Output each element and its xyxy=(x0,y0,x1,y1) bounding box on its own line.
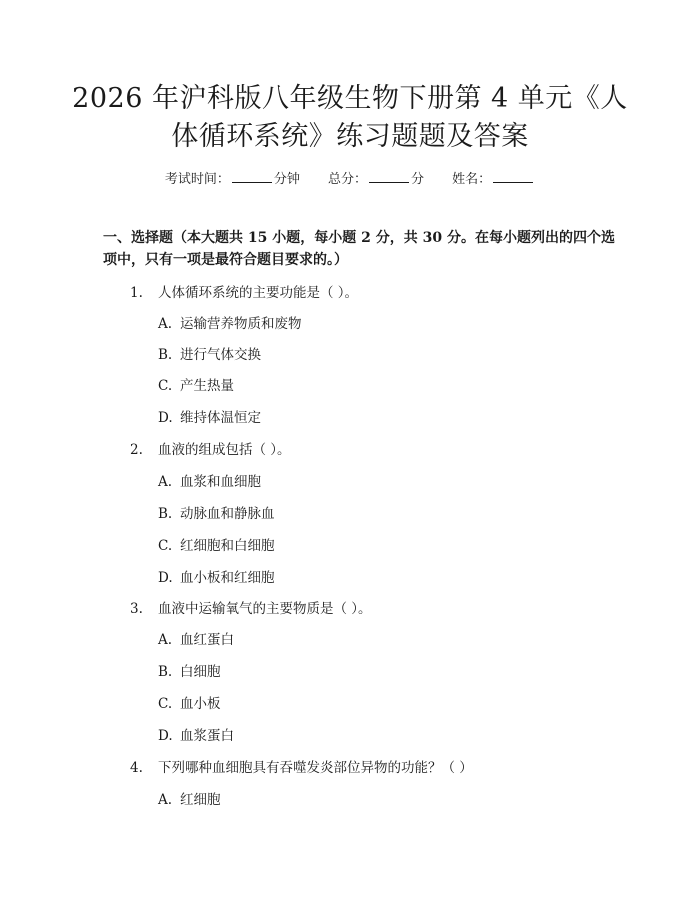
question-1-option-b xyxy=(158,345,261,365)
option-text: 进行气体交换 xyxy=(180,347,261,363)
question-3-option-c xyxy=(158,694,221,714)
option-letter: B. xyxy=(158,664,173,680)
exam-time-blank xyxy=(232,168,272,183)
option-letter: B. xyxy=(158,347,173,363)
student-name-field xyxy=(452,168,535,190)
option-letter: A. xyxy=(158,792,173,808)
question-text: 人体循环系统的主要功能是（ ）。 xyxy=(158,285,359,301)
option-letter: D. xyxy=(158,728,173,744)
option-letter: D. xyxy=(158,570,173,586)
section-heading-line-2: 项中，只有一项是最符合题目要求的。） xyxy=(103,252,348,268)
question-number: 1. xyxy=(130,285,143,301)
question-4 xyxy=(130,758,473,778)
question-2-option-c xyxy=(158,536,275,556)
question-1-option-a xyxy=(158,314,302,334)
question-3-option-b xyxy=(158,662,221,682)
total-score-blank xyxy=(369,168,409,183)
total-score-field xyxy=(328,168,424,190)
option-letter: A. xyxy=(158,474,173,490)
option-text: 白细胞 xyxy=(180,664,221,680)
exam-time-unit: 分钟 xyxy=(273,172,300,187)
total-score-unit: 分 xyxy=(411,172,425,187)
question-number: 4. xyxy=(130,760,143,776)
exam-info-row xyxy=(0,168,700,190)
option-text: 血浆和血细胞 xyxy=(180,474,261,490)
option-letter: B. xyxy=(158,506,173,522)
question-text: 下列哪种血细胞具有吞噬发炎部位异物的功能？（ ） xyxy=(158,760,473,776)
option-text: 红细胞和白细胞 xyxy=(180,538,275,554)
exam-time-field xyxy=(165,168,300,190)
option-letter: A. xyxy=(158,316,173,332)
option-text: 血浆蛋白 xyxy=(180,728,234,744)
option-text: 血小板和红细胞 xyxy=(180,570,275,586)
document-title-line-1: 2026 年沪科版八年级生物下册第 4 单元《人 xyxy=(72,83,628,114)
question-1-option-d xyxy=(158,408,261,428)
option-text: 血红蛋白 xyxy=(180,632,234,648)
question-3 xyxy=(130,599,372,619)
student-name-label: 姓名： xyxy=(452,172,492,187)
option-text: 维持体温恒定 xyxy=(180,410,261,426)
question-3-option-d xyxy=(158,726,234,746)
question-4-option-a xyxy=(158,790,221,810)
question-1 xyxy=(130,283,358,303)
exam-time-label: 考试时间： xyxy=(164,172,230,187)
question-2 xyxy=(130,440,291,460)
question-1-option-c xyxy=(158,376,234,396)
option-letter: C. xyxy=(158,378,173,394)
question-2-option-b xyxy=(158,504,275,524)
option-text: 血小板 xyxy=(180,696,221,712)
option-text: 产生热量 xyxy=(180,378,234,394)
option-letter: C. xyxy=(158,538,173,554)
question-2-option-d xyxy=(158,568,275,588)
option-letter: A. xyxy=(158,632,173,648)
question-2-option-a xyxy=(158,472,261,492)
section-heading-line-1: 一、选择题（本大题共 15 小题，每小题 2 分，共 30 分。在每小题列出的四个选 xyxy=(103,230,615,246)
total-score-label: 总分： xyxy=(327,172,367,187)
question-text: 血液中运输氧气的主要物质是（ ）。 xyxy=(158,601,372,617)
option-text: 红细胞 xyxy=(180,792,221,808)
question-number: 3. xyxy=(130,601,143,617)
question-3-option-a xyxy=(158,630,234,650)
option-text: 运输营养物质和废物 xyxy=(180,316,302,332)
student-name-blank xyxy=(493,168,533,183)
option-letter: C. xyxy=(158,696,173,712)
question-number: 2. xyxy=(130,442,143,458)
option-text: 动脉血和静脉血 xyxy=(180,506,275,522)
document-title-line-2: 体循环系统》练习题题及答案 xyxy=(171,121,529,152)
option-letter: D. xyxy=(158,410,173,426)
question-text: 血液的组成包括（ ）。 xyxy=(158,442,291,458)
